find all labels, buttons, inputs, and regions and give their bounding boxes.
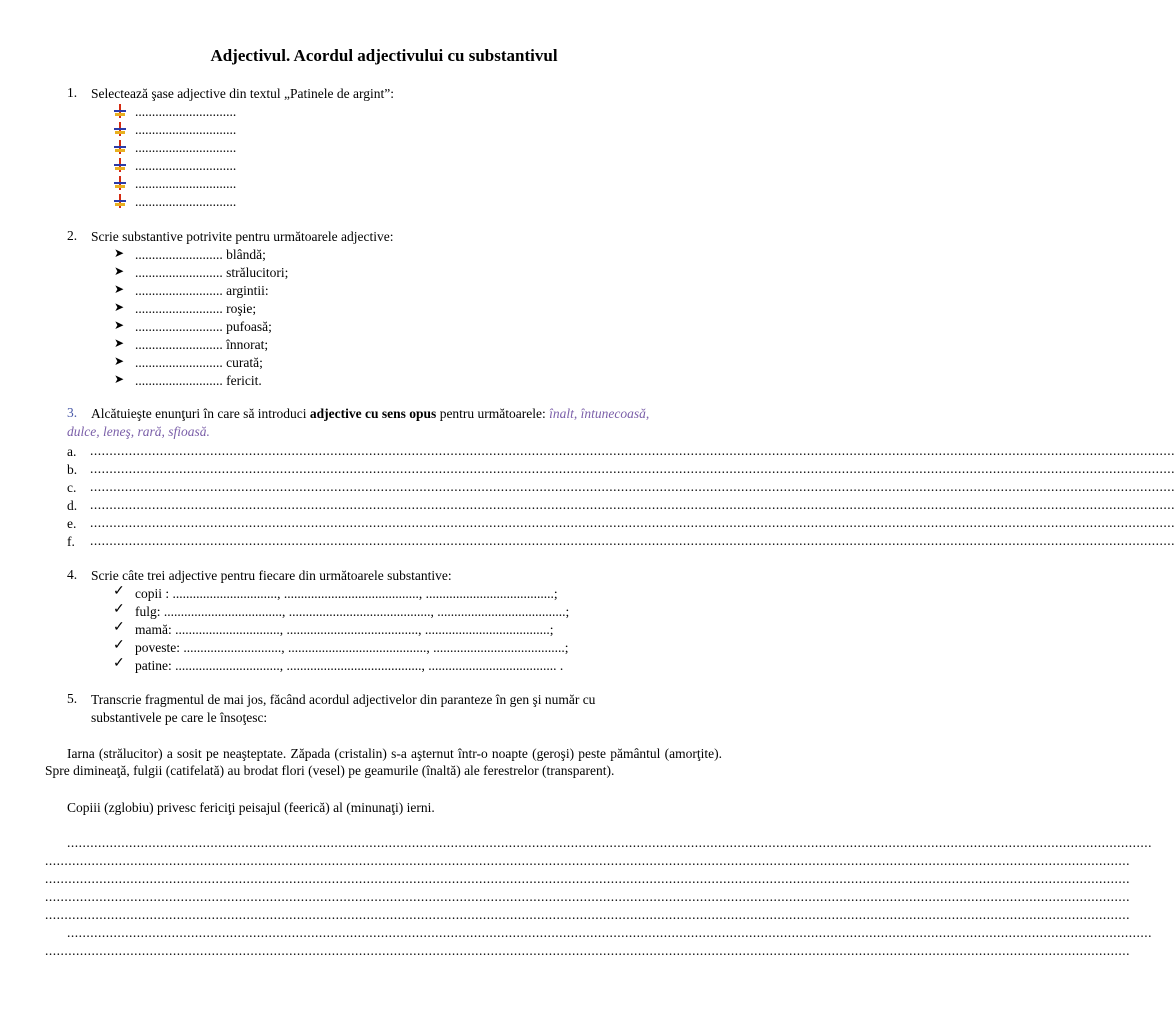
arrow-bullet-icon: ➤ <box>114 336 125 350</box>
ex3-letter: f. <box>67 534 75 549</box>
pin-bullet-icon <box>114 158 126 172</box>
ex3-letter: b. <box>67 462 78 477</box>
ex5-instruction-1: Transcrie fragmentul de mai jos, făcând acordul adjectivelor din paranteze în gen şi număr cu <box>91 692 596 707</box>
answer-line[interactable]: ........................................................................................................................................................................................................................................................................................ <box>90 461 1175 476</box>
check-bullet-icon: ✓ <box>113 584 125 599</box>
ex1-instruction: Selectează şase adjective din textul „Patinele de argint”: <box>91 86 394 101</box>
ex4-item[interactable]: poveste: ............................., ........................................., .......................................; <box>135 640 569 655</box>
ex3-letter: a. <box>67 444 77 459</box>
arrow-bullet-icon: ➤ <box>114 372 125 386</box>
pin-bullet-icon <box>114 122 126 136</box>
ex3-words-2: dulce, leneş, rară, sfioasă. <box>67 424 210 439</box>
arrow-bullet-icon: ➤ <box>114 318 125 332</box>
ex4-item[interactable]: copii : ..............................., ........................................, ......................................; <box>135 586 558 601</box>
check-bullet-icon: ✓ <box>113 602 125 617</box>
ex2-item[interactable]: .......................... fericit. <box>135 373 262 388</box>
check-bullet-icon: ✓ <box>113 656 125 671</box>
answer-line[interactable]: ........................................................................................................................................................................................................................................................................................ <box>90 533 1175 548</box>
ex5-instruction-2: substantivele pe care le însoţesc: <box>91 710 268 725</box>
ex2-item[interactable]: .......................... argintii: <box>135 283 269 298</box>
ex5-number: 5. <box>67 691 78 706</box>
answer-line[interactable]: ........................................................................................................................................................................................................................................................................................ <box>90 497 1175 512</box>
ex4-instruction: Scrie câte trei adjective pentru fiecare din următoarele substantive: <box>91 568 452 583</box>
ex1-item[interactable]: .............................. <box>135 104 237 119</box>
ex2-item[interactable]: .......................... strălucitori; <box>135 265 289 280</box>
ex1-item[interactable]: .............................. <box>135 140 237 155</box>
ex1-number: 1. <box>67 85 78 100</box>
ex2-item[interactable]: .......................... pufoasă; <box>135 319 272 334</box>
ex2-item[interactable]: .......................... curată; <box>135 355 263 370</box>
ex3-words-1: înalt, întunecoasă, <box>549 406 650 421</box>
transcription-line[interactable]: ........................................................................................................................................................................................................................................................................................ <box>45 871 1130 886</box>
arrow-bullet-icon: ➤ <box>114 300 125 314</box>
ex3-letter: d. <box>67 498 78 513</box>
answer-line[interactable]: ........................................................................................................................................................................................................................................................................................ <box>90 479 1175 494</box>
ex2-instruction: Scrie substantive potrivite pentru următoarele adjective: <box>91 229 394 244</box>
ex4-number: 4. <box>67 567 78 582</box>
ex2-item[interactable]: .......................... înnorat; <box>135 337 269 352</box>
ex5-paragraph-1: Iarna (strălucitor) a sosit pe neaşteptate. Zăpada (cristalin) s-a aşternut într-o noapte (geroşi) peste pământul (amorţite). Spre dimineaţă, fulgii (catifelată) au brodat flori (vesel) pe geamurile (înaltă) ale ferestrelor (transparent). <box>45 746 722 778</box>
check-bullet-icon: ✓ <box>113 620 125 635</box>
ex5-paragraph-2: Copiii (zglobiu) privesc fericiţi peisajul (feerică) al (minunaţi) ierni. <box>67 800 435 815</box>
transcription-line[interactable]: ........................................................................................................................................................................................................................................................................................ <box>67 835 1152 850</box>
answer-line[interactable]: ........................................................................................................................................................................................................................................................................................ <box>90 443 1175 458</box>
transcription-line[interactable]: ........................................................................................................................................................................................................................................................................................ <box>67 925 1152 940</box>
arrow-bullet-icon: ➤ <box>114 282 125 296</box>
pin-bullet-icon <box>114 140 126 154</box>
ex3-text-bold: adjective cu sens opus <box>309 406 437 421</box>
ex3-instruction <box>91 405 649 422</box>
ex2-number: 2. <box>67 228 78 243</box>
ex4-item[interactable]: fulg: ..................................., .........................................., ......................................; <box>135 604 570 619</box>
check-bullet-icon: ✓ <box>113 638 125 653</box>
transcription-line[interactable]: ........................................................................................................................................................................................................................................................................................ <box>45 943 1130 958</box>
ex3-number: 3. <box>67 405 78 420</box>
ex4-item[interactable]: mamă: ..............................., ......................................., .....................................; <box>135 622 554 637</box>
pin-bullet-icon <box>114 176 126 190</box>
ex3-letter: c. <box>67 480 77 495</box>
ex2-item[interactable]: .......................... blândă; <box>135 247 266 262</box>
ex3-letter: e. <box>67 516 77 531</box>
transcription-line[interactable]: ........................................................................................................................................................................................................................................................................................ <box>45 889 1130 904</box>
pin-bullet-icon <box>114 194 126 208</box>
ex1-item[interactable]: .............................. <box>135 122 237 137</box>
transcription-line[interactable]: ........................................................................................................................................................................................................................................................................................ <box>45 853 1130 868</box>
arrow-bullet-icon: ➤ <box>114 246 125 260</box>
transcription-line[interactable]: ........................................................................................................................................................................................................................................................................................ <box>45 907 1130 922</box>
ex4-item[interactable]: patine: ..............................., ........................................, ...................................... . <box>135 658 564 673</box>
ex3-text-a: Alcătuieşte enunţuri în care să introduci <box>91 406 310 421</box>
ex1-item[interactable]: .............................. <box>135 158 237 173</box>
ex1-item[interactable]: .............................. <box>135 194 237 209</box>
pin-bullet-icon <box>114 104 126 118</box>
page-title: Adjectivul. Acordul adjectivului cu substantivul <box>210 46 558 65</box>
arrow-bullet-icon: ➤ <box>114 354 125 368</box>
arrow-bullet-icon: ➤ <box>114 264 125 278</box>
ex3-text-b: pentru următoarele: <box>436 406 550 421</box>
ex2-item[interactable]: .......................... roşie; <box>135 301 257 316</box>
ex1-item[interactable]: .............................. <box>135 176 237 191</box>
answer-line[interactable]: ........................................................................................................................................................................................................................................................................................ <box>90 515 1175 530</box>
